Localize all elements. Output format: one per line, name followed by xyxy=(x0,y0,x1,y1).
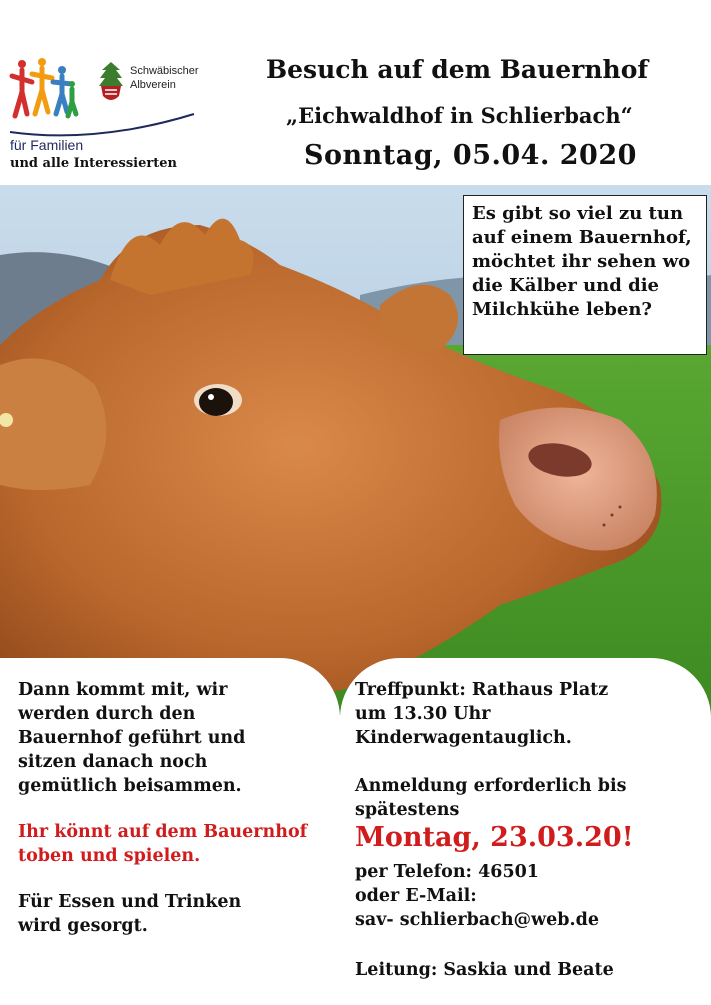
food-line-1: Für Essen und Trinken xyxy=(18,892,242,912)
page-subtitle: „Eichwaldhof in Schlierbach“ xyxy=(286,103,633,128)
org-name xyxy=(130,64,198,92)
for-families-label: für Familien xyxy=(10,137,84,153)
org-name-line2: Albverein xyxy=(130,79,176,91)
fun-line-2: toben und spielen. xyxy=(18,846,201,866)
org-name-line1: Schwäbischer xyxy=(130,65,199,77)
audience-label: und alle Interessierten xyxy=(10,156,177,171)
logo-swoosh xyxy=(6,110,196,140)
registration-line-1: Anmeldung erforderlich bis xyxy=(355,776,627,796)
registration-deadline: Montag, 23.03.20! xyxy=(355,822,634,853)
meeting-point: Treffpunkt: Rathaus Platz xyxy=(355,680,609,700)
page-title: Besuch auf dem Bauernhof xyxy=(266,55,649,84)
intro-line-5: gemütlich beisammen. xyxy=(18,776,242,796)
stroller-note: Kinderwagentauglich. xyxy=(355,728,572,748)
event-date: Sonntag, 05.04. 2020 xyxy=(304,140,637,171)
registration-line-2: spätestens xyxy=(355,800,460,820)
food-line-2: wird gesorgt. xyxy=(18,916,148,936)
intro-line-4: sitzen danach noch xyxy=(18,752,208,772)
fun-line-1: Ihr könnt auf dem Bauernhof xyxy=(18,822,308,842)
intro-line-1: Dann kommt mit, wir xyxy=(18,680,228,700)
header xyxy=(0,0,711,185)
meeting-time: um 13.30 Uhr xyxy=(355,704,491,724)
email-address[interactable]: sav- schlierbach@web.de xyxy=(355,910,599,930)
callout-box: Es gibt so viel zu tun auf einem Bauernhof, möchtet ihr sehen wo die Kälber und die Milchkühe leben? xyxy=(463,195,707,355)
phone-line: per Telefon: 46501 xyxy=(355,862,539,882)
albverein-emblem xyxy=(96,60,126,104)
email-label: oder E-Mail: xyxy=(355,886,477,906)
intro-line-3: Bauernhof geführt und xyxy=(18,728,246,748)
intro-line-2: werden durch den xyxy=(18,704,196,724)
leaders-line: Leitung: Saskia und Beate xyxy=(355,960,614,980)
